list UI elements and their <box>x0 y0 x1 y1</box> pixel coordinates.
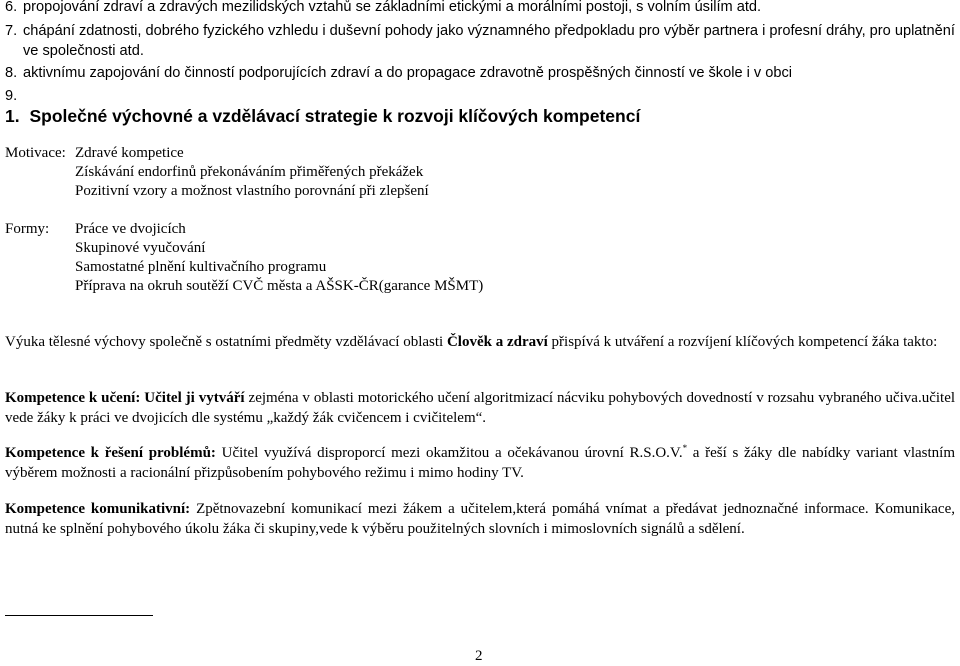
formy-line: Práce ve dvojicích <box>75 221 186 237</box>
kompetence-text: Zpětnovazební komunikací mezi žákem a učitelem,která pomáhá vnímat a předávat jednoznačné informace. Komunikace, nutná ke splnění pohybového úkolu žáka či skupiny,vede k výběru použitelných slovních i mimoslovních signálů a sdělení. <box>5 501 955 537</box>
list-item <box>5 21 955 61</box>
formy-label: Formy: <box>5 221 50 237</box>
kompetence-label: Kompetence k učení: <box>5 390 141 406</box>
page-number: 2 <box>475 648 483 664</box>
kompetence-lead: Učitel ji vytváří <box>144 390 245 406</box>
formy-line: Skupinové vyučování <box>75 240 206 256</box>
list-text: chápání zdatnosti, dobrého fyzického vzhledu i duševní pohody jako významného předpokladu pro výběr partnera i profesní dráhy, pro uplatnění ve společnosti atd. <box>23 23 955 59</box>
section-number: 1. <box>5 106 20 126</box>
list-number: 9. <box>5 88 18 104</box>
kompetence-uceni-paragraph <box>5 388 955 428</box>
kompetence-text: a řeší s žáky dle nabídky variant vlastním výběrem možnosti a racionální přizpůsobením pohybového režimu i mimo hodiny TV. <box>5 445 956 481</box>
list-text: propojování zdraví a zdravých mezilidských vztahů se základními etickými a morálními postoji, s volním úsilím atd. <box>23 0 762 15</box>
list-text: aktivnímu zapojování do činností podporujících zdraví a do propagace zdravotně prospěšných činností ve škole i v obci <box>23 65 793 81</box>
kompetence-reseni-paragraph <box>5 443 955 483</box>
motivace-line: Získávání endorfinů překonáváním přiměřených překážek <box>75 164 424 180</box>
list-item <box>5 0 955 17</box>
footnote-marker: * <box>682 443 688 453</box>
kompetence-label: Kompetence k řešení problémů: <box>5 445 216 461</box>
section-heading <box>5 105 640 127</box>
motivace-line: Pozitivní vzory a možnost vlastního porovnání při zlepšení <box>75 183 429 199</box>
formy-line: Samostatné plnění kultivačního programu <box>75 259 327 275</box>
kompetence-text: Učitel využívá disproporcí mezi okamžitou a očekávanou úrovní R.S.O.V. <box>215 445 683 461</box>
formy-line: Příprava na okruh soutěží CVČ města a AŠSK-ČR(garance MŠMT) <box>75 278 484 294</box>
list-number: 8. <box>5 65 18 81</box>
intro-paragraph <box>5 332 955 352</box>
kompetence-komunikativni-paragraph <box>5 499 955 539</box>
list-number: 7. <box>5 23 18 39</box>
intro-bold: Člověk a zdraví <box>446 334 548 350</box>
motivace-line: Zdravé kompetice <box>75 145 184 161</box>
kompetence-label: Kompetence komunikativní: <box>5 501 191 517</box>
intro-text: přispívá k utváření a rozvíjení klíčových kompetencí žáka takto: <box>547 334 938 350</box>
section-title: Společné výchovné a vzdělávací strategie k rozvoji klíčových kompetencí <box>29 106 641 126</box>
list-item <box>5 63 955 83</box>
list-number: 6. <box>5 0 18 15</box>
kompetence-text: zejména v oblasti motorického učení algoritmizací nácviku pohybových dovedností v rozsahu vybraného učiva.učitel vede žáky k práci ve dvojicích dle systému „každý žák cvičencem i cvičitelem“. <box>5 390 956 426</box>
intro-text: Výuka tělesné výchovy společně s ostatními předměty vzdělávací oblasti <box>5 334 447 350</box>
footnote-separator <box>5 615 153 616</box>
motivace-label: Motivace: <box>5 145 66 161</box>
